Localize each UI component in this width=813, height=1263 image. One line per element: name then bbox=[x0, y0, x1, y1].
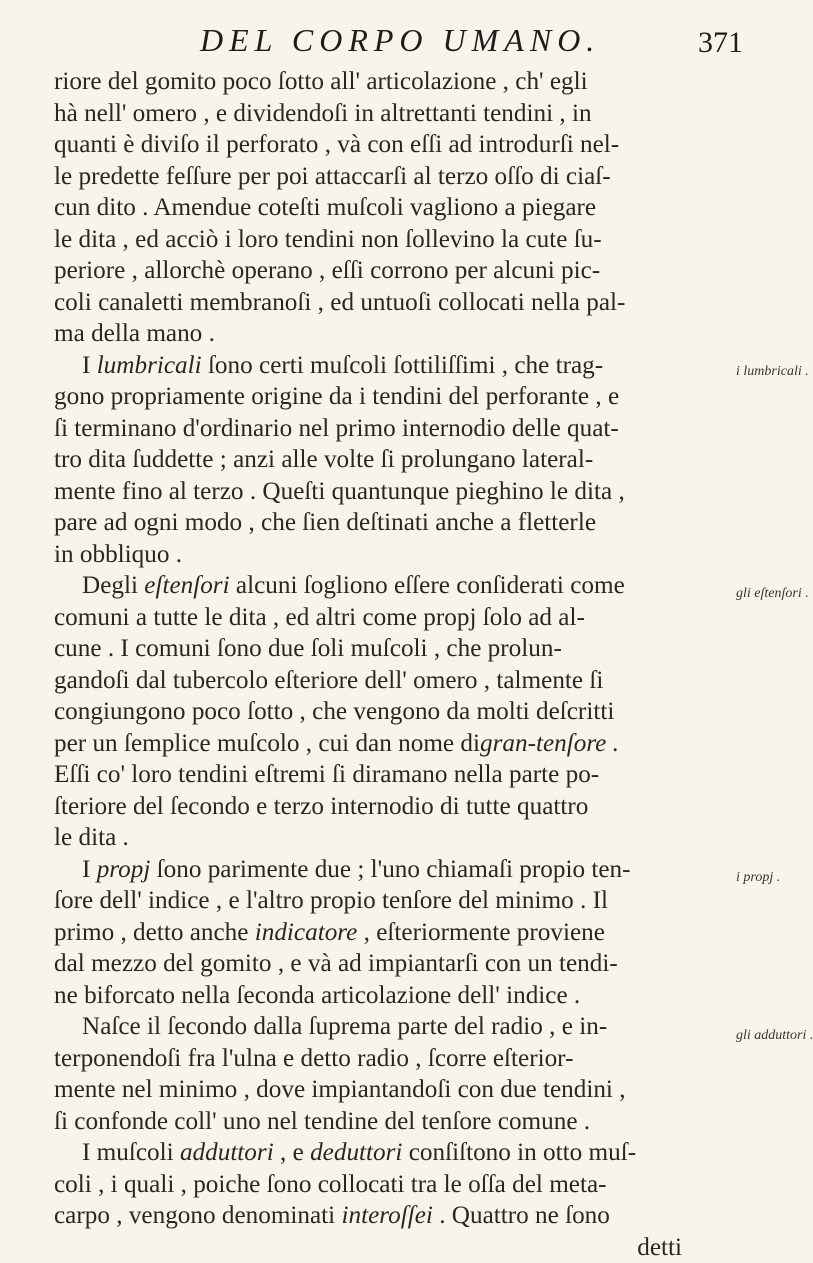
paragraph-propj bbox=[54, 854, 722, 1012]
paragraph-lumbricali bbox=[54, 350, 722, 571]
term-gran-tensore: gran-tenſore . bbox=[480, 730, 619, 757]
text-run: conſiſtono in otto muſ- bbox=[402, 1139, 636, 1166]
text-line: mente nel minimo , dove impiantandoſi con due tendini , bbox=[54, 1074, 722, 1106]
text-line: comuni a tutte le dita , ed altri come propj ſolo ad al- bbox=[54, 602, 722, 634]
text-line: le dita . bbox=[54, 822, 722, 854]
text-line: quanti è diviſo il perforato , và con eſſi ad introdurſi nel- bbox=[54, 129, 722, 161]
text-line: terponendoſi fra l'ulna e detto radio , ſcorre eſterior- bbox=[54, 1043, 722, 1075]
text-line: pare ad ogni modo , che ſien deſtinati anche a fletterle bbox=[54, 507, 722, 539]
term-lumbricali: lumbricali bbox=[97, 352, 202, 379]
text-line: ſi confonde coll' uno nel tendine del tenſore comune . bbox=[54, 1106, 722, 1138]
text-line bbox=[54, 570, 722, 602]
text-line: coli canaletti membranoſi , ed untuoſi collocati nella pal- bbox=[54, 287, 722, 319]
text-line: tro dita ſuddette ; anzi alle volte ſi prolungano lateral- bbox=[54, 444, 722, 476]
term-deduttori: deduttori bbox=[310, 1139, 402, 1166]
paragraph-5 bbox=[54, 1011, 722, 1137]
text-line bbox=[54, 728, 722, 760]
margin-note-estensori: gli eſtenſori . bbox=[736, 586, 800, 602]
paragraph-estensori bbox=[54, 570, 722, 854]
text-line bbox=[54, 854, 722, 886]
text-line: dal mezzo del gomito , e và ad impiantarſi con un tendi- bbox=[54, 948, 722, 980]
page-number: 371 bbox=[698, 26, 743, 60]
text-line bbox=[54, 350, 722, 382]
text-line: congiungono poco ſotto , che vengono da molti deſcritti bbox=[54, 696, 722, 728]
text-line: cune . I comuni ſono due ſoli muſcoli , che prolun- bbox=[54, 633, 722, 665]
text-line: gandoſi dal tubercolo eſteriore dell' omero , talmente ſi bbox=[54, 665, 722, 697]
margin-note-lumbricali: i lumbricali . bbox=[736, 364, 800, 380]
text-line: le dita , ed acciò i loro tendini non ſollevino la cute ſu- bbox=[54, 224, 722, 256]
text-lead: Degli bbox=[82, 572, 144, 599]
text-line: ſi terminano d'ordinario nel primo internodio delle quat- bbox=[54, 413, 722, 445]
text-run: , e bbox=[274, 1139, 310, 1166]
text-line: cun dito . Amendue coteſti muſcoli vagliono a piegare bbox=[54, 192, 722, 224]
text-line: in obbliquo . bbox=[54, 539, 722, 571]
catchword: detti bbox=[54, 1232, 722, 1263]
term-propj: propj bbox=[97, 856, 151, 883]
text-run: . Quattro ne ſono bbox=[433, 1202, 610, 1229]
text-line: ſore dell' indice , e l'altro propio tenſore del minimo . Il bbox=[54, 885, 722, 917]
text-line: Eſſi co' loro tendini eſtremi ſi diramano nella parte po- bbox=[54, 759, 722, 791]
text-line: ne biforcato nella ſeconda articolazione dell' indice . bbox=[54, 980, 722, 1012]
text-line bbox=[54, 1137, 722, 1169]
text-line: le predette feſſure per poi attaccarſi al terzo oſſo di ciaſ- bbox=[54, 161, 722, 193]
text-run: primo , detto anche bbox=[54, 919, 248, 946]
margin-note-propj: i propj . bbox=[736, 870, 800, 886]
term-indicatore: indicatore bbox=[255, 919, 358, 946]
text-line: coli , i quali , poiche ſono collocati tra le oſſa del meta- bbox=[54, 1169, 722, 1201]
text-line: riore del gomito poco ſotto all' articolazione , ch' egli bbox=[54, 66, 722, 98]
text-lead: I muſcoli bbox=[82, 1139, 180, 1166]
text-line bbox=[54, 917, 722, 949]
margin-note-adduttori: gli adduttori . bbox=[736, 1028, 800, 1044]
term-estensori: eſtenſori bbox=[144, 572, 229, 599]
text-run: ſono certi muſcoli ſottiliſſimi , che trag- bbox=[202, 352, 604, 379]
text-line: periore , allorchè operano , eſſi corrono per alcuni pic- bbox=[54, 255, 722, 287]
text-line: mente fino al terzo . Queſti quantunque pieghino le dita , bbox=[54, 476, 722, 508]
running-head: DEL CORPO UMANO. bbox=[200, 22, 600, 59]
paragraph-1 bbox=[54, 66, 722, 350]
text-lead: I bbox=[82, 856, 97, 883]
text-run: carpo , vengono denominati bbox=[54, 1202, 335, 1229]
text-line bbox=[54, 1200, 722, 1232]
text-line: hà nell' omero , e dividendoſi in altrettanti tendini , in bbox=[54, 98, 722, 130]
text-run: ſono parimente due ; l'uno chiamaſi propio ten- bbox=[150, 856, 630, 883]
page-header bbox=[0, 14, 800, 64]
text-line: Naſce il ſecondo dalla ſuprema parte del radio , e in- bbox=[54, 1011, 722, 1043]
term-adduttori: adduttori bbox=[180, 1139, 274, 1166]
text-run: per un ſemplice muſcolo , cui dan nome di bbox=[54, 730, 480, 757]
term-interossei: interoſſei bbox=[341, 1202, 432, 1229]
text-line: gono propriamente origine da i tendini del perforante , e bbox=[54, 381, 722, 413]
text-lead: I bbox=[82, 352, 97, 379]
text-run: , eſteriormente proviene bbox=[357, 919, 605, 946]
paragraph-adduttori bbox=[54, 1137, 722, 1263]
body-text bbox=[54, 66, 722, 1263]
text-run: alcuni ſogliono eſſere conſiderati come bbox=[230, 572, 625, 599]
text-line: ſteriore del ſecondo e terzo internodio di tutte quattro bbox=[54, 791, 722, 823]
text-line: ma della mano . bbox=[54, 318, 722, 350]
